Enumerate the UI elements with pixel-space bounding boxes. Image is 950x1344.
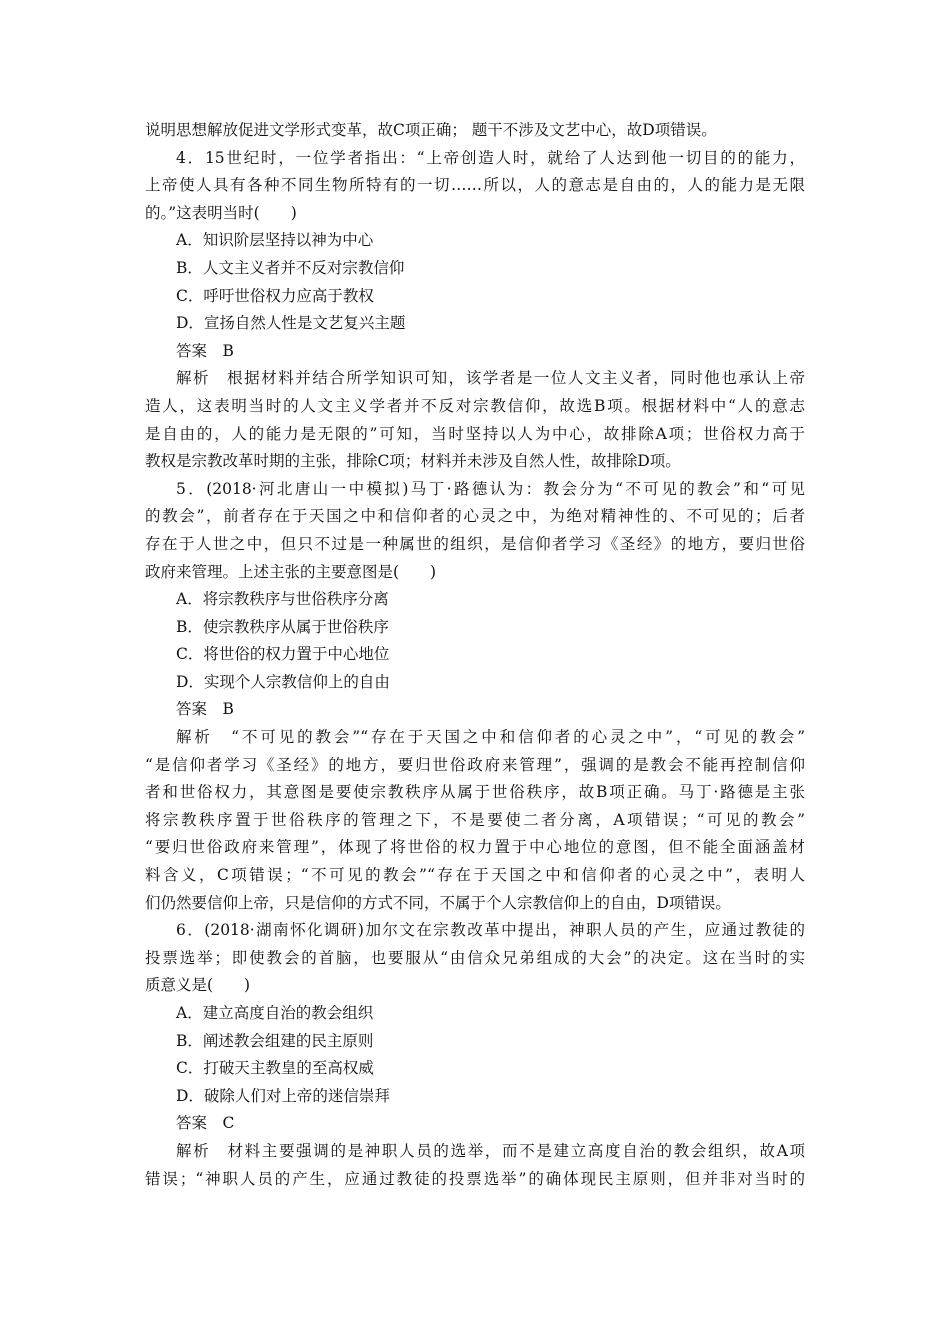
- text-line: B．阐述教会组建的民主原则: [176, 1031, 374, 1050]
- text-line: 解析 “不可见的教会”“存在于天国之中和信仰者的心灵之中”，“可见的教会”: [176, 728, 805, 747]
- text-line: 说明思想解放促进文学形式变革，故C项正确； 题干不涉及文艺中心，故D项错误。: [145, 121, 717, 139]
- text-line: 教权是宗教改革时期的主张，排除C项；材料并未涉及自然人性，故排除D项。: [145, 452, 681, 471]
- text-line: “是信仰者学习《圣经》的地方，要归世俗政府来管理”，强调的是教会不能再控制信仰: [145, 755, 805, 774]
- text-line: 答案 B: [176, 700, 234, 719]
- text-line: A．将宗教秩序与世俗秩序分离: [176, 590, 389, 609]
- text-line: 错误；“神职人员的产生，应通过教徒的投票选举”的确体现民主原则，但并非对当时的: [145, 1169, 805, 1188]
- text-line: B．人文主义者并不反对宗教信仰: [176, 258, 405, 277]
- text-line: D．实现个人宗教信仰上的自由: [176, 672, 390, 691]
- text-line: C．呼吁世俗权力应高于教权: [176, 286, 374, 305]
- text-line: 质意义是( ): [145, 976, 251, 995]
- text-line: C．打破天主教皇的至高权威: [176, 1059, 374, 1078]
- text-line: “要归世俗政府来管理”，体现了将世俗的权力置于中心地位的意图，但不能全面涵盖材: [145, 838, 805, 857]
- text-line: 6．(2018·湖南怀化调研)加尔文在宗教改革中提出，神职人员的产生，应通过教徒的: [176, 921, 805, 940]
- text-line: 答案 C: [176, 1114, 235, 1133]
- text-line: A．建立高度自治的教会组织: [176, 1004, 374, 1022]
- text-line: 解析 根据材料并结合所学知识可知，该学者是一位人文主义者，同时他也承认上帝: [176, 369, 805, 388]
- text-line: 将宗教秩序置于世俗秩序的管理之下，不是要使二者分离，A项错误；“可见的教会”: [145, 810, 805, 829]
- text-line: 上帝使人具有各种不同生物所特有的一切……所以，人的意志是自由的，人的能力是无限: [145, 176, 805, 195]
- text-line: 存在于人世之中，但只不过是一种属世的组织，是信仰者学习《圣经》的地方，要归世俗: [145, 534, 805, 553]
- text-line: C．将世俗的权力置于中心地位: [176, 645, 390, 664]
- text-line: 的。”这表明当时( ): [145, 203, 297, 222]
- text-line: D．破除人们对上帝的迷信崇拜: [176, 1086, 390, 1105]
- text-line: A．知识阶层坚持以神为中心: [176, 231, 374, 250]
- text-line: 5．(2018·河北唐山一中模拟)马丁·路德认为：教会分为“不可见的教会”和“可见: [176, 479, 805, 498]
- text-line: 们仍然要信仰上帝，只是信仰的方式不同，不属于个人宗教信仰上的自由，D项错误。: [145, 893, 731, 912]
- text-line: 投票选举；即使教会的首脑，也要服从“由信众兄弟组成的大会”的决定。这在当时的实: [145, 948, 805, 967]
- text-line: 答案 B: [176, 341, 234, 360]
- text-line: 4．15世纪时，一位学者指出：“上帝创造人时，就给了人达到他一切目的的能力，: [176, 148, 805, 167]
- text-line: B．使宗教秩序从属于世俗秩序: [176, 617, 389, 636]
- text-line: 的教会”，前者存在于天国之中和信仰者的心灵之中，为绝对精神性的、不可见的；后者: [145, 507, 805, 526]
- text-line: 造人，这表明当时的人文主义学者并不反对宗教信仰，故选B项。根据材料中“人的意志: [145, 396, 805, 415]
- text-line: 政府来管理。上述主张的主要意图是( ): [145, 562, 437, 581]
- document-body: [145, 117, 805, 1193]
- text-line: 者和世俗权力，其意图是要使宗教秩序从属于世俗秩序，故B项正确。马丁·路德是主张: [145, 783, 805, 802]
- text-line: 解析 材料主要强调的是神职人员的选举，而不是建立高度自治的教会组织，故A项: [176, 1141, 805, 1160]
- text-line: D．宣扬自然人性是文艺复兴主题: [176, 314, 406, 333]
- text-line: 料含义，C项错误；“不可见的教会”“存在于天国之中和信仰者的心灵之中”，表明人: [145, 866, 805, 885]
- text-line: 是自由的，人的能力是无限的”可知，当时坚持以人为中心，故排除A项；世俗权力高于: [145, 424, 805, 443]
